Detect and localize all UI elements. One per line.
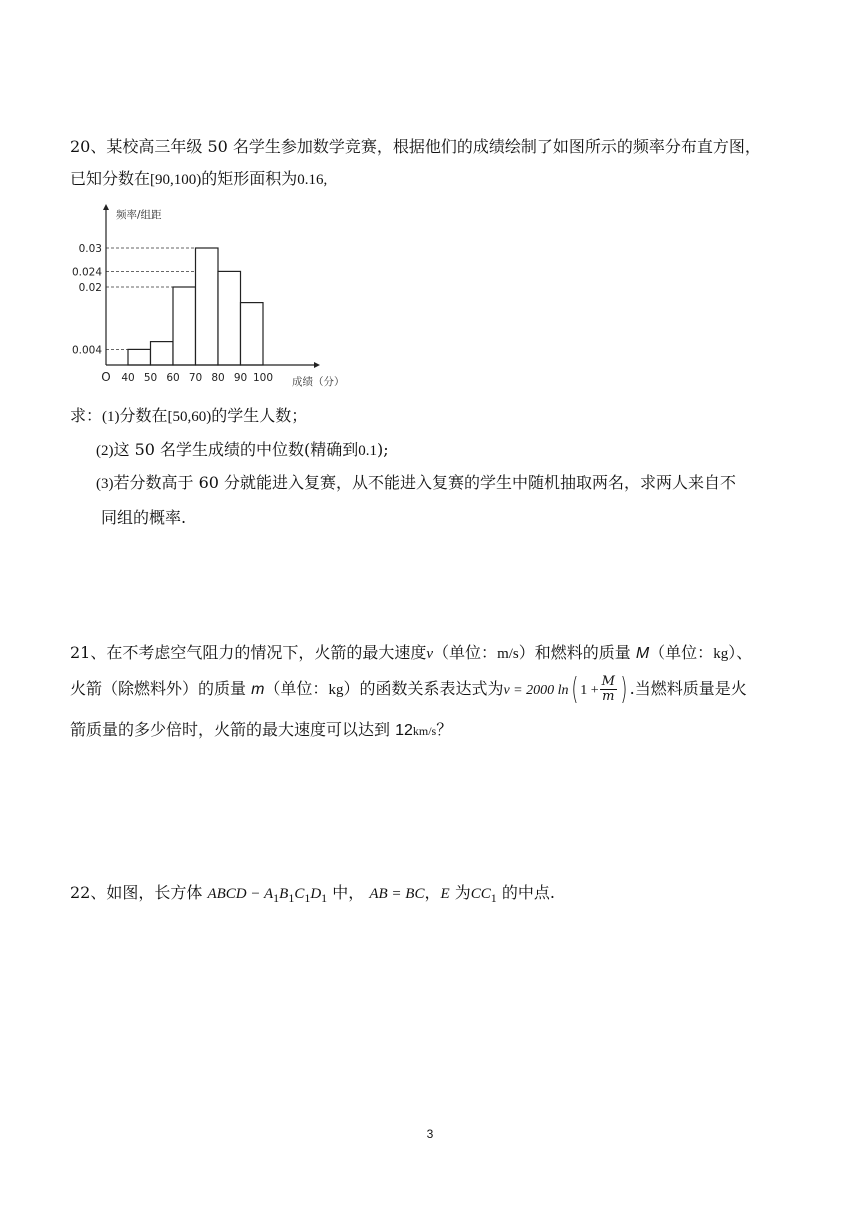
- q20-interval: [90,100): [150, 172, 202, 188]
- q21-fraction: [600, 675, 617, 704]
- q21-l1-a: 21、在不考虑空气阻力的情况下，火箭的最大速度: [70, 643, 427, 662]
- q22-sub-1: 1: [273, 891, 280, 906]
- q20-sub2-a: 这 50 名学生成绩的中位数(精确到: [113, 440, 359, 459]
- y-tick-label: 0.03: [78, 243, 102, 255]
- q20-sub1-b: 的学生人数；: [211, 406, 308, 425]
- q21-l1-d: （单位：: [649, 643, 714, 662]
- q20-sub1-a: 分数在: [119, 406, 168, 425]
- q22-c: ，: [424, 883, 441, 902]
- q20-sub2-b: );: [377, 440, 389, 459]
- q21-unit-M: kg: [713, 646, 729, 662]
- histogram-bar: [218, 271, 241, 365]
- q21-l3-b: ？: [436, 720, 453, 739]
- q21-speed-unit: km/s: [412, 724, 437, 738]
- x-tick-label: 50: [143, 372, 158, 384]
- q21-formula-one: 1 +: [580, 683, 599, 698]
- q21-l2-a: 火箭（除燃料外）的质量: [70, 679, 252, 698]
- q21-var-v: v: [426, 646, 434, 662]
- histogram-bar: [196, 248, 219, 365]
- y-axis-arrow-icon: [103, 204, 109, 210]
- y-tick-label: 0.024: [71, 266, 102, 279]
- q21-speed-value: 12: [395, 722, 413, 739]
- q22-eq: AB = BC: [369, 886, 425, 902]
- q22-line: [70, 883, 555, 908]
- x-tick-label: 90: [233, 372, 248, 384]
- q20-text-2a: 已知分数在: [70, 169, 151, 188]
- q21-line-1: [70, 643, 752, 664]
- q22-sub-3: 1: [304, 891, 311, 906]
- q21-unit-v: m/s: [497, 646, 519, 662]
- q20-text-2b: 的矩形面积为: [201, 169, 298, 188]
- q22-D: D: [310, 886, 322, 902]
- x-tick-label: 100: [252, 372, 274, 384]
- q21-var-M: M: [635, 645, 650, 662]
- q22-e: 的中点.: [496, 883, 555, 902]
- q20-sub2: [96, 440, 389, 461]
- q22-b: 中，: [327, 883, 370, 902]
- q21-line-3: [70, 720, 452, 741]
- q20-sub3-cont: [101, 508, 186, 528]
- page-number: 3: [426, 1127, 434, 1141]
- histogram-bar: [128, 349, 151, 365]
- origin-label: O: [101, 370, 111, 384]
- q20-sub2-num: (2): [96, 443, 114, 459]
- q20-sub1-interval: [50,60): [167, 409, 212, 425]
- x-axis-arrow-icon: [314, 362, 320, 368]
- q22-E: E: [440, 886, 450, 902]
- y-tick-label: 0.004: [71, 344, 102, 357]
- q22-sub-2: 1: [288, 891, 295, 906]
- q22-sub-4: 1: [321, 891, 328, 906]
- q22-C: C: [294, 886, 305, 902]
- q21-frac-den: m: [602, 689, 615, 704]
- q21-l2-c: ）的函数关系表达式为: [343, 679, 504, 698]
- q20-sub3: [96, 473, 736, 494]
- q20-sub3-a: 若分数高于 60 分就能进入复赛，从不能进入复赛的学生中随机抽取两名，求两人来自不: [113, 473, 737, 492]
- x-tick-label: 60: [166, 372, 180, 384]
- q20-text-1: 20、某校高三年级 50 名学生参加数学竞赛，根据他们的成绩绘制了如图所示的频率分布直方图，: [70, 137, 761, 156]
- q20-sub3-num: (3): [96, 476, 114, 492]
- histogram-bar: [151, 342, 174, 365]
- x-axis-label: 成绩（分）: [292, 376, 345, 388]
- left-paren-icon: (: [570, 671, 578, 707]
- x-tick-label: 40: [121, 372, 135, 384]
- y-tick-label: 0.02: [78, 282, 102, 294]
- q22-d: 为: [449, 883, 471, 902]
- q20-sub2-val: 0.1: [358, 443, 378, 459]
- q20-sub3-b: 同组的概率.: [101, 508, 187, 527]
- q21-l1-c: ）和燃料的质量: [518, 643, 636, 662]
- q21-l1-b: （单位：: [433, 643, 498, 662]
- q22-CC: CC: [470, 886, 491, 902]
- q21-l2-b: （单位：: [264, 679, 329, 698]
- q21-frac-num: M: [601, 674, 615, 689]
- histogram-bar: [173, 287, 196, 365]
- q22-a: 22、如图，长方体: [70, 883, 208, 902]
- q21-unit-kg: kg: [328, 682, 344, 698]
- q20-line-2: [70, 169, 327, 190]
- q21-l1-e: ）、: [728, 643, 753, 662]
- q21-formula-lhs: v = 2000 ln: [503, 683, 569, 698]
- y-axis-label: 频率/组距: [116, 209, 162, 221]
- x-tick-label: 80: [211, 372, 225, 384]
- histogram-bar: [241, 303, 264, 365]
- q20-line-1: [70, 137, 761, 157]
- q21-l3-a: 箭质量的多少倍时，火箭的最大速度可以达到: [70, 720, 396, 739]
- q22-B: B: [279, 886, 289, 902]
- q20-ask: [70, 406, 307, 427]
- q21-line-2: [70, 671, 747, 709]
- right-paren-icon: ): [620, 671, 628, 707]
- q22-sub-5: 1: [490, 891, 497, 906]
- histogram-chart: [64, 198, 364, 393]
- q21-l2-d: .当燃料质量是火: [629, 679, 747, 698]
- q20-sub1-num: (1): [102, 409, 120, 425]
- q22-solid: ABCD − A: [207, 886, 274, 902]
- q20-value: 0.16,: [297, 172, 328, 188]
- q20-ask-prefix: 求：: [70, 406, 103, 425]
- q21-var-m: m: [251, 681, 265, 698]
- x-tick-label: 70: [188, 372, 203, 384]
